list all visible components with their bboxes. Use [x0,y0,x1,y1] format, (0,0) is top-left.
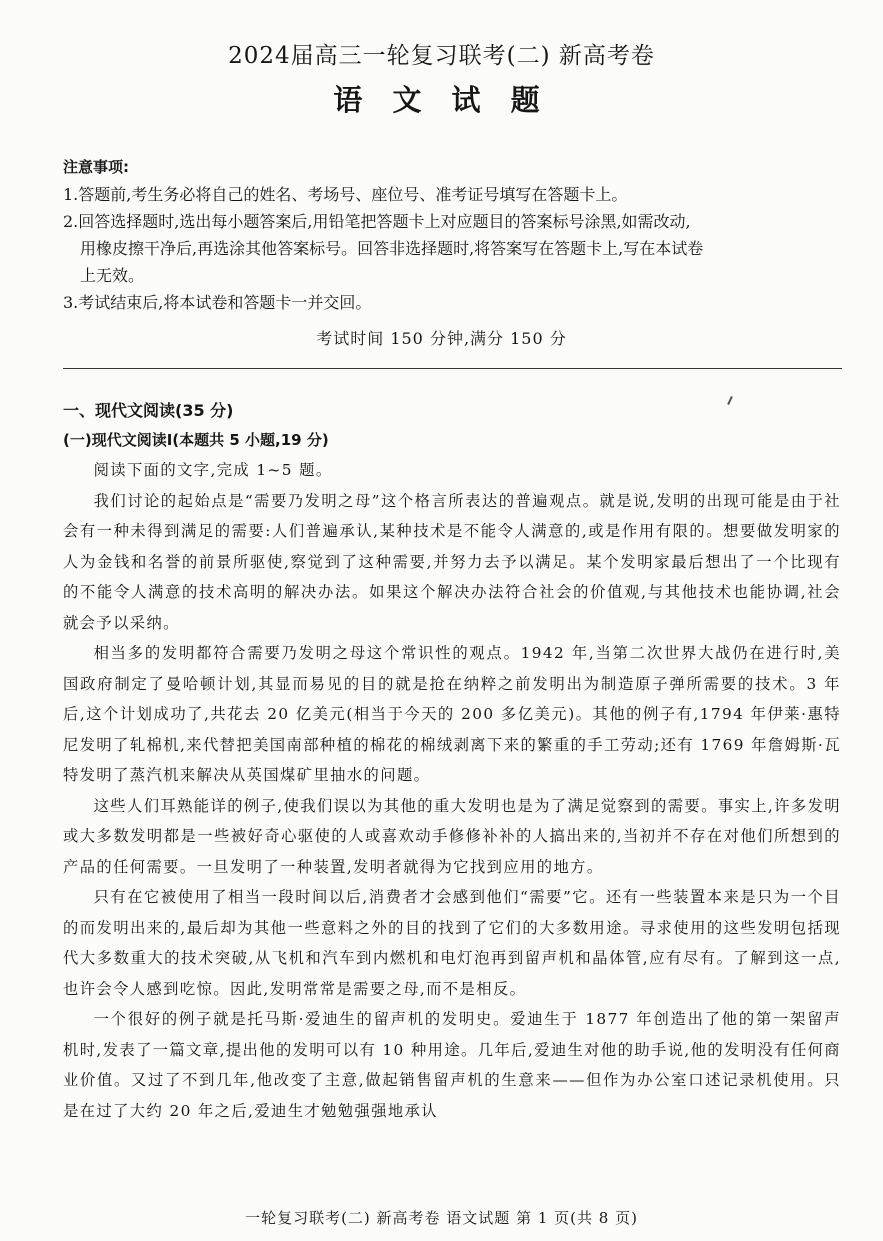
passage-paragraph-2: 相当多的发明都符合需要乃发明之母这个常识性的观点。1942 年,当第二次世界大战仍在进行时,美国政府制定了曼哈顿计划,其显而易见的目的就是抢在纳粹之前发明出为制造原子弹所需要的技术。3 年后,这个计划成功了,共花去 20 亿美元(相当于今天的 200 多亿美元)。其他的例子有,1794 年伊莱·惠特尼发明了轧棉机,来代替把美国南部种植的棉花的棉绒剥离下来的繁重的手工劳动;还有 1769 年詹姆斯·瓦特发明了蒸汽机来解决从英国煤矿里抽水的问题。 [63,644,841,784]
page-footer: 一轮复习联考(二) 新高考卷 语文试题 第 1 页(共 8 页) [245,1209,638,1227]
exam-title: 2024届高三一轮复习联考(二) 新高考卷 [228,43,655,69]
note-item-2: 2.回答选择题时,选出每小题答案后,用铅笔把答题卡上对应题目的答案标号涂黑,如需改动, [63,212,691,231]
divider [63,368,842,369]
exam-time-info: 考试时间 150 分钟,满分 150 分 [316,329,567,348]
note-item-3: 3.考试结束后,将本试卷和答题卡一并交回。 [63,293,372,312]
note-item-2-cont: 用橡皮擦干净后,再选涂其他答案标号。回答非选择题时,将答案写在答题卡上,写在本试卷 [80,239,704,258]
passage-paragraph-4: 只有在它被使用了相当一段时间以后,消费者才会感到他们“需要”它。还有一些装置本来是只为一个目的而发明出来的,最后却为其他一些意料之外的目的找到了它们的大多数用途。寻求使用的这些发明包括现代大多数重大的技术突破,从飞机和汽车到内燃机和电灯泡再到留声机和晶体管,应有尽有。了解到这一点,也许会令人感到吃惊。因此,发明常常是需要之母,而不是相反。 [63,888,841,998]
note-item-2-end: 上无效。 [80,266,145,285]
subject-title: 语 文 试 题 [333,83,550,117]
passage-paragraph-1: 我们讨论的起始点是“需要乃发明之母”这个格言所表达的普遍观点。就是说,发明的出现可能是由于社会有一种未得到满足的需要:人们普遍承认,某种技术是不能令人满意的,或是作用有限的。想要做发明家的人为金钱和名誉的前景所驱使,察觉到了这种需要,并努力去予以满足。某个发明家最后想出了一个比现有的不能令人满意的技术高明的解决办法。如果这个解决办法符合社会的价值观,与其他技术也能协调,社会就会予以采纳。 [63,491,841,632]
pen-mark [727,396,733,405]
note-item-1: 1.答题前,考生务必将自己的姓名、考场号、座位号、准考证号填写在答题卡上。 [63,185,628,204]
notes-block [63,154,848,316]
notes-heading: 注意事项: [63,158,129,176]
passage-paragraph-5: 一个很好的例子就是托马斯·爱迪生的留声机的发明史。爱迪生于 1877 年创造出了他的第一架留声机时,发表了一篇文章,提出他的发明可以有 10 种用途。几年后,爱迪生对他的助手说,他的发明没有任何商业价值。又过了不到几年,他改变了主意,做起销售留声机的生意来——但作为办公室口述记录机使用。只是在过了大约 20 年之后,爱迪生才勉勉强强地承认 [63,1010,841,1120]
instruction: 阅读下面的文字,完成 1~5 题。 [93,461,333,479]
passage-paragraph-3: 这些人们耳熟能详的例子,使我们误以为其他的重大发明也是为了满足觉察到的需要。事实上,许多发明或大多数发明都是一些被好奇心驱使的人或喜欢动手修修补补的人搞出来的,当初并不存在对他们所想到的产品的任何需要。一旦发明了一种装置,发明者就得为它找到应用的地方。 [63,796,841,876]
section-subtitle: (一)现代文阅读Ⅰ(本题共 5 小题,19 分) [63,431,329,449]
reading-passage [63,455,841,1126]
section-title: 一、现代文阅读(35 分) [63,401,234,420]
